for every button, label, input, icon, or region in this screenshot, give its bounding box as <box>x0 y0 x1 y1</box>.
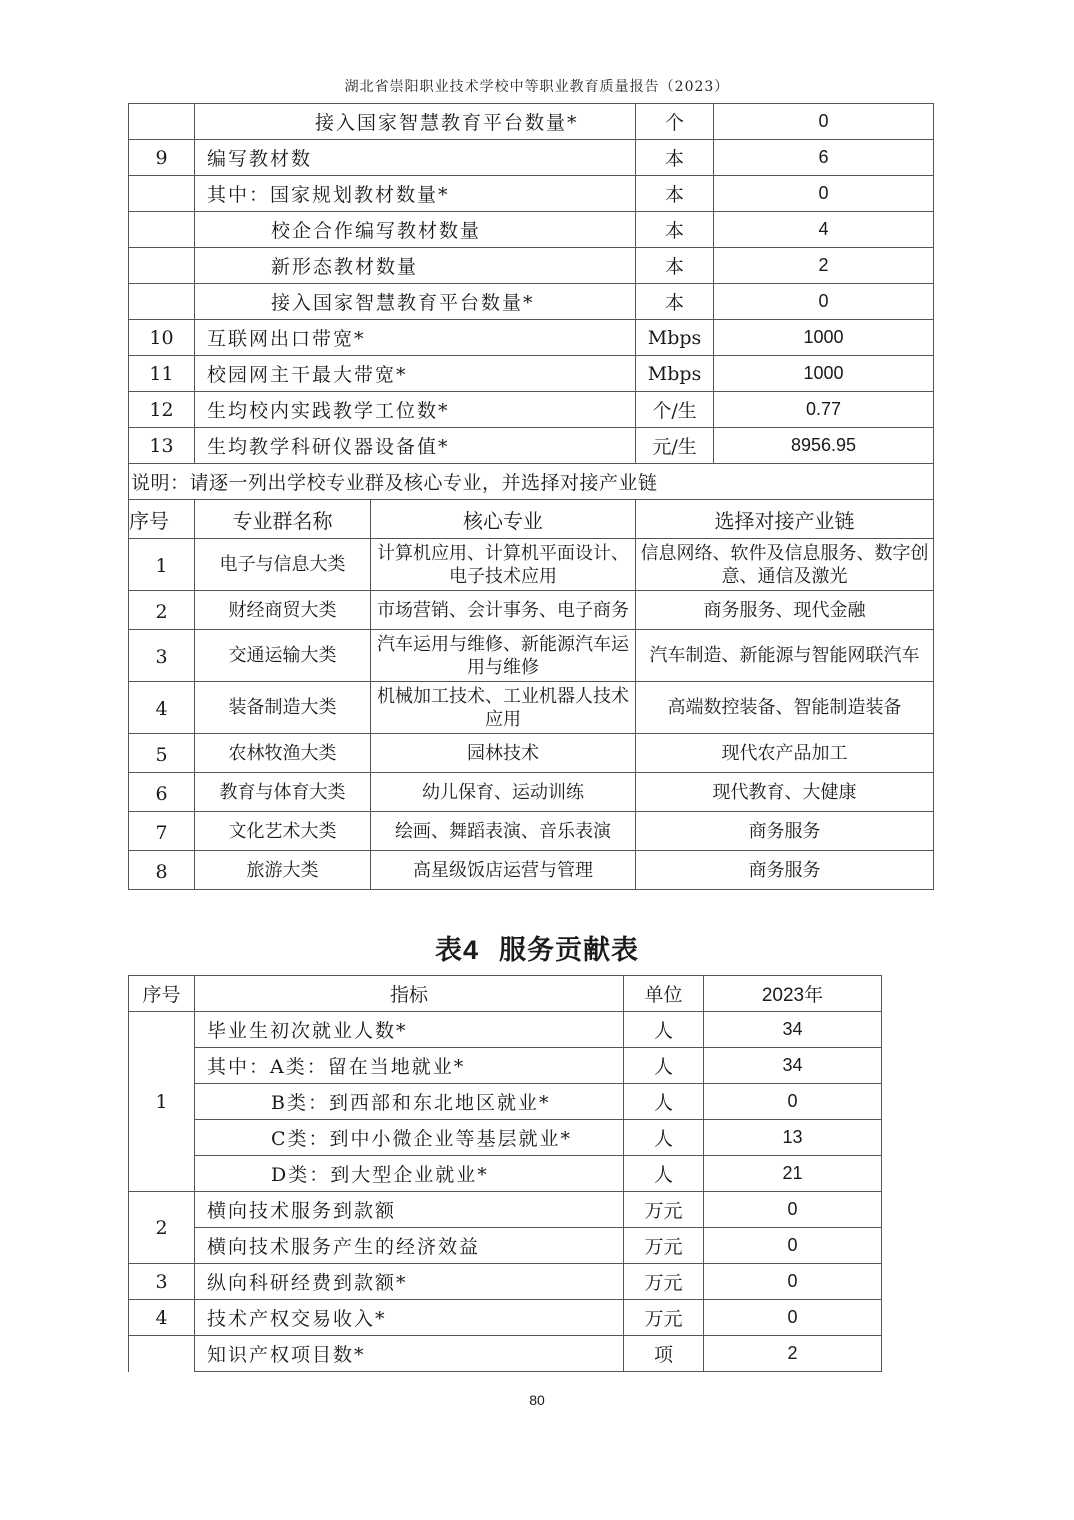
major-group: 财经商贸大类 <box>195 591 371 630</box>
major-group: 电子与信息大类 <box>195 539 371 591</box>
value-cell: 2 <box>714 248 934 284</box>
header-seq: 序号 <box>129 976 195 1012</box>
value-cell: 2 <box>704 1336 882 1372</box>
value-cell: 0 <box>704 1192 882 1228</box>
value-cell: 13 <box>704 1120 882 1156</box>
value-cell: 4 <box>714 212 934 248</box>
unit-cell: 本 <box>636 284 714 320</box>
major-group: 农林牧渔大类 <box>195 734 371 773</box>
indicator-name: D类：到大型企业就业* <box>195 1156 624 1192</box>
row-number: 2 <box>129 1192 195 1264</box>
core-major: 市场营销、会计事务、电子商务 <box>371 591 636 630</box>
unit-cell: 人 <box>624 1084 704 1120</box>
industry-chain: 商务服务 <box>636 812 934 851</box>
header-industry-chain: 选择对接产业链 <box>636 500 934 539</box>
value-cell: 34 <box>704 1012 882 1048</box>
major-row <box>129 773 934 812</box>
unit-cell: 人 <box>624 1156 704 1192</box>
page-number: 80 <box>529 1392 545 1408</box>
core-major: 计算机应用、计算机平面设计、电子技术应用 <box>371 539 636 591</box>
header-year: 2023年 <box>704 976 882 1012</box>
value-cell: 8956.95 <box>714 428 934 464</box>
major-seq: 7 <box>129 812 195 851</box>
indicator-name: 生均校内实践教学工位数* <box>195 392 636 428</box>
table-row <box>129 356 934 392</box>
value-cell: 1000 <box>714 320 934 356</box>
major-seq: 2 <box>129 591 195 630</box>
header-major-group: 专业群名称 <box>195 500 371 539</box>
row-number: 13 <box>129 428 195 464</box>
value-cell: 0 <box>704 1264 882 1300</box>
row-number <box>129 1336 195 1372</box>
industry-chain: 信息网络、软件及信息服务、数字创意、通信及激光 <box>636 539 934 591</box>
value-cell: 0 <box>704 1084 882 1120</box>
core-major: 高星级饭店运营与管理 <box>371 851 636 890</box>
major-row <box>129 812 934 851</box>
table-row <box>129 428 934 464</box>
value-cell: 0.77 <box>714 392 934 428</box>
major-group: 交通运输大类 <box>195 630 371 682</box>
industry-chain: 商务服务、现代金融 <box>636 591 934 630</box>
table-row <box>129 1120 882 1156</box>
table-title-text: 服务贡献表 <box>499 935 640 965</box>
unit-cell: 万元 <box>624 1300 704 1336</box>
major-group: 文化艺术大类 <box>195 812 371 851</box>
unit-cell: 个 <box>636 104 714 140</box>
industry-chain: 现代农产品加工 <box>636 734 934 773</box>
table-row <box>129 1084 882 1120</box>
table-header-row <box>129 976 882 1012</box>
indicator-name: 互联网出口带宽* <box>195 320 636 356</box>
row-number <box>129 248 195 284</box>
major-seq: 4 <box>129 682 195 734</box>
table-row <box>129 1156 882 1192</box>
major-row <box>129 630 934 682</box>
table-row <box>129 104 934 140</box>
unit-cell: Mbps <box>636 356 714 392</box>
indicator-name: 毕业生初次就业人数* <box>195 1012 624 1048</box>
indicator-name: B类：到西部和东北地区就业* <box>195 1084 624 1120</box>
major-seq: 6 <box>129 773 195 812</box>
indicator-name: C类：到中小微企业等基层就业* <box>195 1120 624 1156</box>
industry-chain: 汽车制造、新能源与智能网联汽车 <box>636 630 934 682</box>
table-row <box>129 1048 882 1084</box>
value-cell: 0 <box>714 176 934 212</box>
indicator-name: 技术产权交易收入* <box>195 1300 624 1336</box>
row-number: 11 <box>129 356 195 392</box>
major-seq: 3 <box>129 630 195 682</box>
industry-chain: 高端数控装备、智能制造装备 <box>636 682 934 734</box>
row-number: 3 <box>129 1264 195 1300</box>
table-row <box>129 392 934 428</box>
unit-cell: 万元 <box>624 1264 704 1300</box>
table-row <box>129 1012 882 1048</box>
major-row <box>129 734 934 773</box>
quality-indicator-table-continued <box>128 103 934 890</box>
core-major: 园林技术 <box>371 734 636 773</box>
indicator-name: 知识产权项目数* <box>195 1336 624 1372</box>
indicator-name: 其中：A类：留在当地就业* <box>195 1048 624 1084</box>
row-number: 12 <box>129 392 195 428</box>
header-seq: 序号 <box>129 500 195 539</box>
table-row <box>129 248 934 284</box>
value-cell: 1000 <box>714 356 934 392</box>
row-number <box>129 176 195 212</box>
row-number <box>129 284 195 320</box>
indicator-name: 其中：国家规划教材数量* <box>195 176 636 212</box>
table-row <box>129 1264 882 1300</box>
note-row <box>129 464 934 500</box>
value-cell: 34 <box>704 1048 882 1084</box>
major-seq: 1 <box>129 539 195 591</box>
unit-cell: 个/生 <box>636 392 714 428</box>
major-seq: 8 <box>129 851 195 890</box>
value-cell: 0 <box>714 284 934 320</box>
service-contribution-table <box>128 975 882 1372</box>
core-major: 机械加工技术、工业机器人技术应用 <box>371 682 636 734</box>
unit-cell: Mbps <box>636 320 714 356</box>
major-row <box>129 591 934 630</box>
value-cell: 0 <box>714 104 934 140</box>
table-title-number: 表4 <box>434 935 480 965</box>
indicator-name: 新形态教材数量 <box>195 248 636 284</box>
indicator-name: 校园网主干最大带宽* <box>195 356 636 392</box>
row-number <box>129 212 195 248</box>
unit-cell: 万元 <box>624 1192 704 1228</box>
core-major: 绘画、舞蹈表演、音乐表演 <box>371 812 636 851</box>
major-row <box>129 539 934 591</box>
core-major: 幼儿保育、运动训练 <box>371 773 636 812</box>
row-number <box>129 104 195 140</box>
major-row <box>129 851 934 890</box>
table-title <box>0 928 1074 967</box>
unit-cell: 本 <box>636 248 714 284</box>
value-cell: 6 <box>714 140 934 176</box>
note-text: 说明：请逐一列出学校专业群及核心专业，并选择对接产业链 <box>129 464 934 500</box>
table-row <box>129 1336 882 1372</box>
indicator-name: 接入国家智慧教育平台数量* <box>195 104 636 140</box>
major-row <box>129 682 934 734</box>
header-unit: 单位 <box>624 976 704 1012</box>
indicator-name: 横向技术服务到款额 <box>195 1192 624 1228</box>
indicator-name: 校企合作编写教材数量 <box>195 212 636 248</box>
indicator-name: 编写教材数 <box>195 140 636 176</box>
value-cell: 0 <box>704 1300 882 1336</box>
table-row <box>129 1192 882 1228</box>
unit-cell: 本 <box>636 176 714 212</box>
indicator-name: 纵向科研经费到款额* <box>195 1264 624 1300</box>
indicator-name: 生均教学科研仪器设备值* <box>195 428 636 464</box>
value-cell: 21 <box>704 1156 882 1192</box>
header-core-major: 核心专业 <box>371 500 636 539</box>
unit-cell: 人 <box>624 1120 704 1156</box>
unit-cell: 万元 <box>624 1228 704 1264</box>
unit-cell: 本 <box>636 140 714 176</box>
table-row <box>129 176 934 212</box>
indicator-name: 接入国家智慧教育平台数量* <box>195 284 636 320</box>
value-cell: 0 <box>704 1228 882 1264</box>
table-row <box>129 140 934 176</box>
major-group: 装备制造大类 <box>195 682 371 734</box>
unit-cell: 元/生 <box>636 428 714 464</box>
industry-chain: 现代教育、大健康 <box>636 773 934 812</box>
core-major: 汽车运用与维修、新能源汽车运用与维修 <box>371 630 636 682</box>
major-seq: 5 <box>129 734 195 773</box>
indicator-name: 横向技术服务产生的经济效益 <box>195 1228 624 1264</box>
table-row <box>129 1300 882 1336</box>
table-row <box>129 1228 882 1264</box>
unit-cell: 人 <box>624 1012 704 1048</box>
row-number: 4 <box>129 1300 195 1336</box>
table-row <box>129 212 934 248</box>
row-number: 9 <box>129 140 195 176</box>
majors-header-row <box>129 500 934 539</box>
unit-cell: 项 <box>624 1336 704 1372</box>
major-group: 教育与体育大类 <box>195 773 371 812</box>
running-header: 湖北省崇阳职业技术学校中等职业教育质量报告（2023） <box>344 79 730 95</box>
table-row <box>129 320 934 356</box>
major-group: 旅游大类 <box>195 851 371 890</box>
table-row <box>129 284 934 320</box>
row-number: 1 <box>129 1012 195 1192</box>
header-indicator: 指标 <box>195 976 624 1012</box>
row-number: 10 <box>129 320 195 356</box>
unit-cell: 人 <box>624 1048 704 1084</box>
industry-chain: 商务服务 <box>636 851 934 890</box>
unit-cell: 本 <box>636 212 714 248</box>
